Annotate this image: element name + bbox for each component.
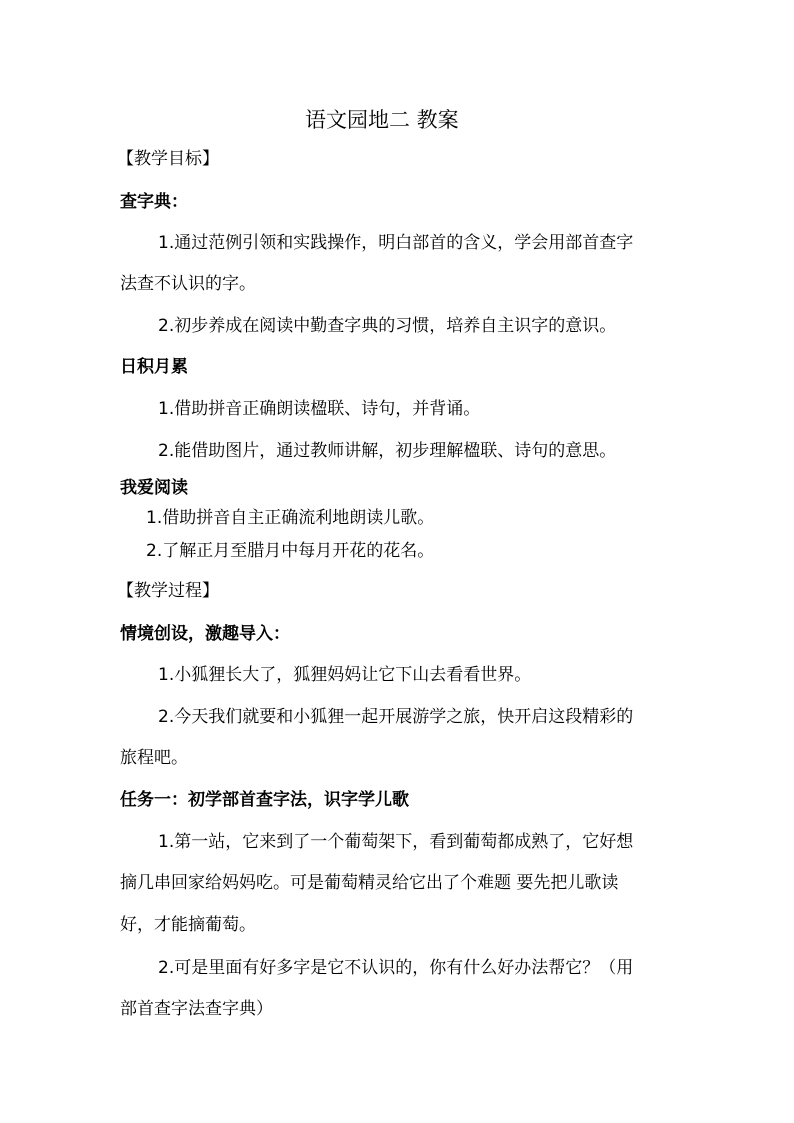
subheading-task1: 任务一：初学部首查字法，识字学儿歌 [120,790,409,810]
woaiyuedu-item-2: 2.了解正月至腊月中每月开花的花名。 [146,541,435,561]
section-heading-goals: 【教学目标】 [117,149,219,169]
zidian-item-1-line-1: 1.通过范例引领和实践操作，明白部首的含义，学会用部首查字 [158,233,634,253]
task1-item-1-line-1: 1.第一站，它来到了一个葡萄架下，看到葡萄都成熟了，它好想 [158,832,634,852]
subheading-woaiyuedu: 我爱阅读 [120,478,188,498]
zidian-item-2: 2.初步养成在阅读中勤查字典的习惯，培养自主识字的意识。 [158,316,617,336]
qingjing-item-2-line-1: 2.今天我们就要和小狐狸一起开展游学之旅，快开启这段精彩的 [158,707,634,727]
zidian-item-1-line-2: 法查不认识的字。 [120,274,256,294]
page-title: 语文园地二 教案 [305,108,459,132]
woaiyuedu-item-1: 1.借助拼音自主正确流利地朗读儿歌。 [146,508,435,528]
rijiyuelei-item-2: 2.能借助图片，通过教师讲解，初步理解楹联、诗句的意思。 [158,441,617,461]
qingjing-item-1: 1.小狐狸长大了，狐狸妈妈让它下山去看看世界。 [158,665,532,685]
subheading-qingjing: 情境创设，激趣导入： [120,624,290,644]
task1-item-2-line-1: 2.可是里面有好多字是它不认识的，你有什么好办法帮它？（用 [158,958,634,978]
task1-item-1-line-2: 摘几串回家给妈妈吃。可是葡萄精灵给它出了个难题 要先把儿歌读 [120,873,619,893]
qingjing-item-2-line-2: 旅程吧。 [120,748,188,768]
section-heading-process: 【教学过程】 [117,581,219,601]
subheading-rijiyuelei: 日积月累 [120,357,188,377]
task1-item-2-line-2: 部首查字法查字典） [120,999,273,1019]
rijiyuelei-item-1: 1.借助拼音正确朗读楹联、诗句，并背诵。 [158,399,481,419]
task1-item-1-line-3: 好，才能摘葡萄。 [120,915,256,935]
subheading-zidian: 查字典： [120,192,188,212]
